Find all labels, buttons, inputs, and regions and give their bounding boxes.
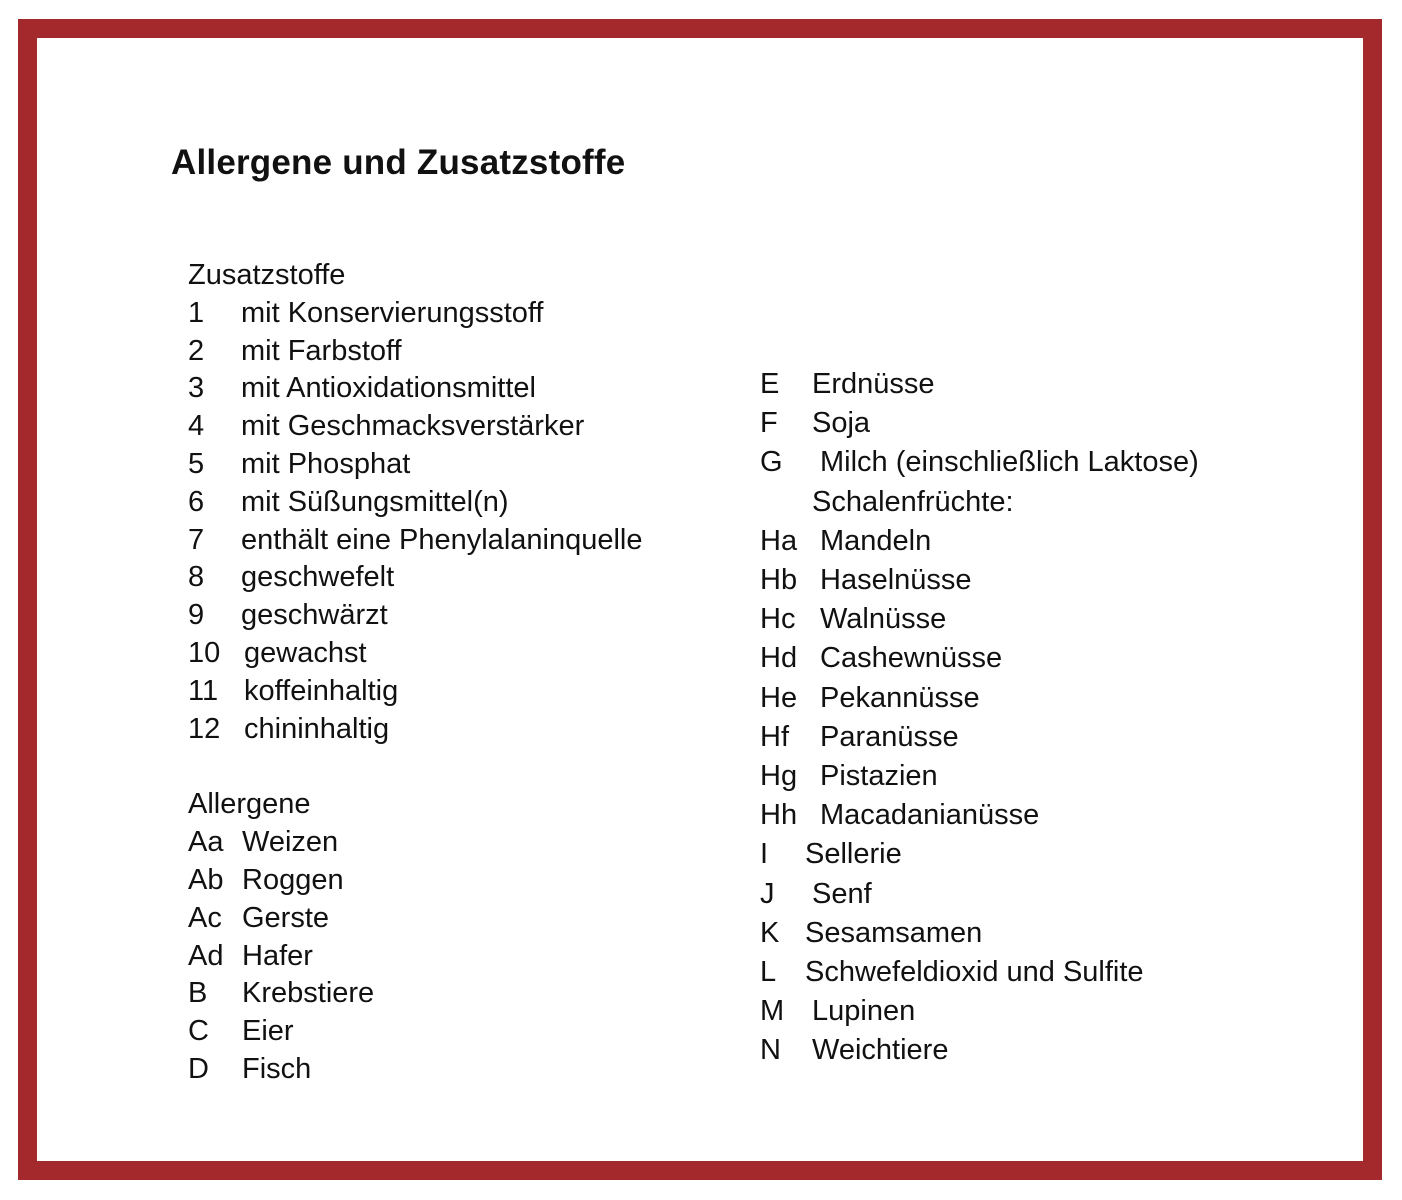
additive-code: 3 bbox=[188, 372, 205, 405]
allergen-label: Schwefeldioxid und Sulfite bbox=[805, 956, 1144, 989]
allergen-code: Ab bbox=[188, 863, 224, 896]
nut-code: Ha bbox=[760, 524, 798, 557]
nut-label: Haselnüsse bbox=[820, 564, 972, 597]
page-title: Allergene und Zusatzstoffe bbox=[171, 143, 626, 182]
allergen-label: Weizen bbox=[242, 826, 339, 859]
additive-label: chininhaltig bbox=[244, 712, 390, 745]
additive-code: 9 bbox=[188, 599, 205, 632]
additive-code: 2 bbox=[188, 334, 205, 367]
nut-item bbox=[760, 639, 1199, 678]
additive-item bbox=[188, 635, 642, 673]
allergen-item bbox=[760, 835, 1199, 874]
nut-code: Hf bbox=[760, 720, 789, 753]
allergen-label: Milch (einschließlich Laktose) bbox=[820, 446, 1199, 479]
additive-code: 6 bbox=[188, 485, 205, 518]
allergen-item bbox=[188, 975, 642, 1013]
nut-code: Hg bbox=[760, 760, 798, 793]
additive-code: 12 bbox=[188, 712, 221, 745]
allergen-code: J bbox=[760, 877, 775, 910]
nut-item bbox=[760, 522, 1199, 561]
right-column bbox=[760, 365, 1199, 1071]
allergen-label: Sesamsamen bbox=[805, 916, 983, 949]
additive-code: 4 bbox=[188, 410, 205, 443]
allergen-code: K bbox=[760, 916, 780, 949]
additive-code: 7 bbox=[188, 523, 205, 556]
nut-label: Cashewnüsse bbox=[820, 642, 1003, 675]
additive-item bbox=[188, 370, 642, 408]
nut-label: Walnüsse bbox=[820, 603, 947, 636]
nut-code: Hh bbox=[760, 799, 798, 832]
additive-item bbox=[188, 408, 642, 446]
nut-item bbox=[760, 600, 1199, 639]
nut-code: Hb bbox=[760, 564, 798, 597]
additive-label: mit Phosphat bbox=[241, 447, 411, 480]
allergen-label: Roggen bbox=[242, 863, 344, 896]
nut-label: Pistazien bbox=[820, 760, 938, 793]
allergen-item bbox=[760, 953, 1199, 992]
allergen-label: Eier bbox=[242, 1015, 294, 1048]
allergen-code: F bbox=[760, 407, 778, 440]
additives-heading: Zusatzstoffe bbox=[188, 259, 346, 291]
additive-label: geschwärzt bbox=[241, 599, 388, 632]
additive-item bbox=[188, 559, 642, 597]
allergen-label: Weichtiere bbox=[812, 1034, 949, 1067]
allergen-code: I bbox=[760, 838, 769, 871]
nut-item bbox=[760, 757, 1199, 796]
allergen-code: C bbox=[188, 1015, 209, 1048]
allergen-code: G bbox=[760, 446, 783, 479]
allergen-label: Fisch bbox=[242, 1052, 312, 1085]
additive-label: mit Geschmacksverstärker bbox=[241, 410, 585, 443]
nut-code: Hd bbox=[760, 642, 798, 675]
nut-label: Paranüsse bbox=[820, 720, 959, 753]
allergen-label: Senf bbox=[812, 877, 872, 910]
additive-code: 1 bbox=[188, 296, 205, 329]
allergen-code: M bbox=[760, 995, 785, 1028]
allergen-label: Gerste bbox=[242, 901, 330, 934]
additive-code: 8 bbox=[188, 561, 205, 594]
allergen-code: Ac bbox=[188, 901, 222, 934]
section-spacer bbox=[188, 748, 642, 786]
nut-label: Mandeln bbox=[820, 524, 932, 557]
allergen-item bbox=[760, 1031, 1199, 1070]
allergen-label: Sellerie bbox=[805, 838, 902, 871]
allergen-label: Soja bbox=[812, 407, 871, 440]
additive-label: geschwefelt bbox=[241, 561, 395, 594]
additive-label: mit Farbstoff bbox=[241, 334, 402, 367]
allergen-code: N bbox=[760, 1034, 781, 1067]
nut-item bbox=[760, 718, 1199, 757]
additive-item bbox=[188, 597, 642, 635]
additive-label: mit Konservierungsstoff bbox=[241, 296, 544, 329]
nut-code: He bbox=[760, 681, 798, 714]
allergen-code: L bbox=[760, 956, 777, 989]
allergen-code: Aa bbox=[188, 826, 224, 859]
additive-item bbox=[188, 446, 642, 484]
allergen-item bbox=[188, 900, 642, 938]
additive-code: 11 bbox=[188, 674, 219, 707]
allergen-item bbox=[188, 1051, 642, 1089]
allergen-label: Erdnüsse bbox=[812, 368, 935, 400]
additive-label: gewachst bbox=[244, 636, 367, 669]
additive-label: koffeinhaltig bbox=[244, 674, 399, 707]
additive-code: 5 bbox=[188, 447, 205, 480]
additive-item bbox=[188, 673, 642, 711]
nuts-heading-row bbox=[760, 483, 1199, 522]
additive-label: enthält eine Phenylalaninquelle bbox=[241, 523, 643, 556]
nut-code: Hc bbox=[760, 603, 796, 636]
additive-item bbox=[188, 295, 642, 333]
nut-label: Macadanianüsse bbox=[820, 799, 1040, 832]
allergen-item bbox=[760, 875, 1199, 914]
additive-item bbox=[188, 484, 642, 522]
allergen-code: E bbox=[760, 368, 780, 400]
allergen-item bbox=[188, 824, 642, 862]
left-column bbox=[188, 257, 642, 1089]
additive-label: mit Antioxidationsmittel bbox=[241, 372, 536, 405]
allergen-item bbox=[760, 914, 1199, 953]
additive-code: 10 bbox=[188, 636, 221, 669]
nut-item bbox=[760, 561, 1199, 600]
allergen-item bbox=[188, 938, 642, 976]
allergen-item bbox=[760, 992, 1199, 1031]
nut-label: Pekannüsse bbox=[820, 681, 980, 714]
allergen-item bbox=[760, 443, 1199, 482]
nut-item bbox=[760, 796, 1199, 835]
additive-item bbox=[188, 333, 642, 371]
allergen-code: B bbox=[188, 977, 208, 1010]
allergen-code: D bbox=[188, 1052, 209, 1085]
additive-item bbox=[188, 522, 642, 560]
allergen-item bbox=[760, 365, 1199, 404]
allergens-heading: Allergene bbox=[188, 788, 311, 821]
nut-item bbox=[760, 679, 1199, 718]
allergen-code: Ad bbox=[188, 939, 224, 972]
allergen-item bbox=[188, 862, 642, 900]
allergen-item bbox=[760, 404, 1199, 443]
allergen-label: Krebstiere bbox=[242, 977, 375, 1010]
nuts-heading: Schalenfrüchte: bbox=[812, 485, 1014, 518]
additive-label: mit Süßungsmittel(n) bbox=[241, 485, 509, 518]
allergen-label: Hafer bbox=[242, 939, 313, 972]
allergen-item bbox=[188, 1013, 642, 1051]
additive-item bbox=[188, 711, 642, 749]
allergen-label: Lupinen bbox=[812, 995, 916, 1028]
